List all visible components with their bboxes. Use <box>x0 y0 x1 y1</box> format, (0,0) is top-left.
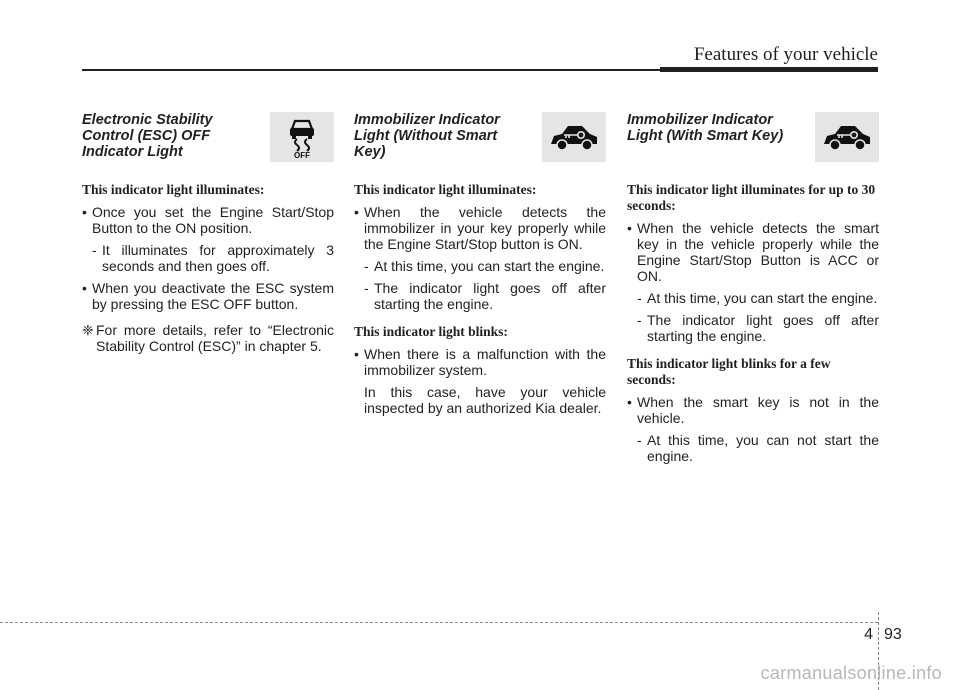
header-rule-accent <box>660 67 878 72</box>
list-subitem: - The indicator light goes off after starting the engine. <box>364 280 606 312</box>
esc-off-icon-label: OFF <box>294 151 310 159</box>
lead-illuminates: This indicator light illuminates for up to 30 seconds: <box>627 182 876 213</box>
watermark: carmanualsonline.info <box>760 663 942 683</box>
list-item: • When the smart key is not in the vehicle. <box>627 394 879 426</box>
lead-blinks: This indicator light blinks: <box>354 324 508 339</box>
lead-blinks: This indicator light blinks for a few seconds: <box>627 356 831 387</box>
section-esc-off <box>82 112 334 354</box>
chapter-number: 4 <box>864 626 873 643</box>
reference-note: ❈ For more details, refer to “Electronic Stability Control (ESC)” in chapter 5. <box>82 322 334 354</box>
list-subitem: - At this time, you can start the engine. <box>364 258 605 274</box>
footer-rule <box>0 622 878 623</box>
list-subitem: - At this time, you can not start the engine. <box>637 432 879 464</box>
car-key-icon <box>815 112 879 162</box>
esc-off-icon <box>270 112 334 162</box>
lead-illuminates: This indicator light illuminates: <box>82 182 265 197</box>
list-item: • When there is a malfunction with the immobilizer system. <box>354 346 606 378</box>
list-subitem: - It illuminates for approximately 3 seconds and then goes off. <box>92 242 334 274</box>
list-item: • When you deactivate the ESC system by pressing the ESC OFF button. <box>82 280 334 312</box>
note-mark: ❈ <box>82 322 94 338</box>
list-item: • When the vehicle detects the immobilizer in your key properly while the Engine Start/Stop button is ON. <box>354 204 606 252</box>
list-subitem: - At this time, you can start the engine. <box>637 290 878 306</box>
section-immobilizer-no-smart-key <box>354 112 606 422</box>
list-item-detail: In this case, have your vehicle inspected by an authorized Kia dealer. <box>364 384 606 416</box>
list-subitem: - The indicator light goes off after starting the engine. <box>637 312 879 344</box>
lead-illuminates: This indicator light illuminates: <box>354 182 537 197</box>
car-key-icon <box>542 112 606 162</box>
page-number: 93 <box>884 626 902 643</box>
list-item: • When the vehicle detects the smart key in the vehicle properly while the Engine Start/Stop Button is ACC or ON. <box>627 220 879 284</box>
list-item: • Once you set the Engine Start/Stop Button to the ON position. <box>82 204 334 236</box>
section-title: Electronic Stability Control (ESC) OFF Indicator Light <box>82 112 213 160</box>
section-title: Immobilizer Indicator Light (With Smart Key) <box>627 112 784 144</box>
page-header-title: Features of your vehicle <box>693 44 878 65</box>
section-title: Immobilizer Indicator Light (Without Smart Key) <box>354 112 500 160</box>
section-immobilizer-smart-key <box>627 112 879 470</box>
